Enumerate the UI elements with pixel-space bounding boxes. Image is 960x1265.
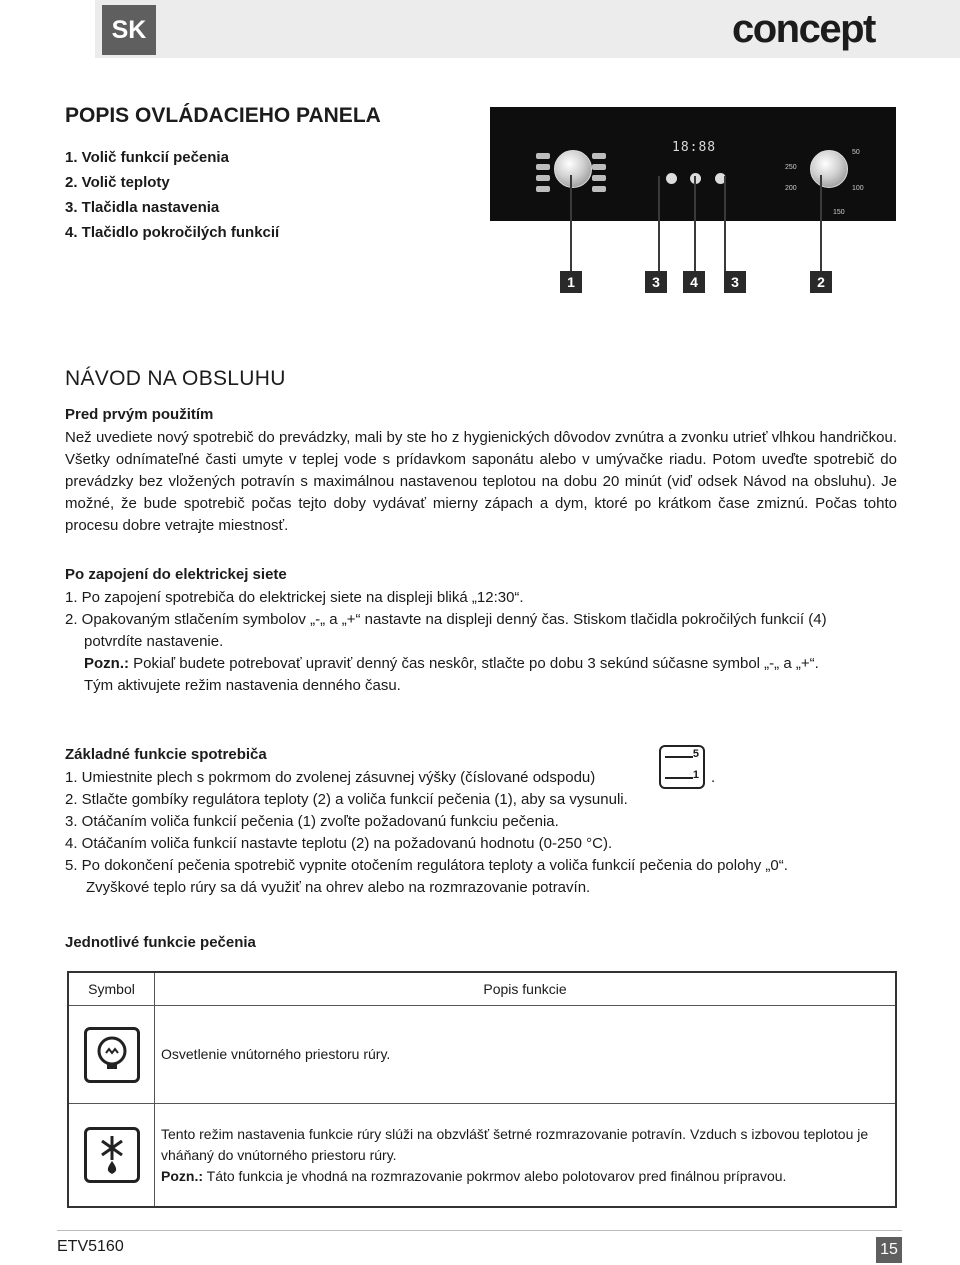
table-row xyxy=(68,1006,896,1104)
function-symbol xyxy=(592,153,606,159)
function-symbol xyxy=(592,164,606,170)
temp-mark: 100 xyxy=(852,185,864,192)
basic-step-1-end: . xyxy=(711,769,716,786)
oven-control-panel-image xyxy=(490,107,896,221)
leader-line xyxy=(820,175,822,271)
basic-functions-title: Základné funkcie spotrebiča xyxy=(65,746,267,763)
leader-line xyxy=(570,175,572,271)
time-note-cont: Tým aktivujete režim nastavenia denného času. xyxy=(84,677,401,694)
control-panel-list xyxy=(65,146,279,246)
table-header-row xyxy=(68,972,896,1006)
shelf-levels-icon xyxy=(659,745,705,789)
basic-step-4: 4. Otáčaním voliča funkcií nastavte teplotu (2) na požadovanú hodnotu (0-250 °C). xyxy=(65,835,613,852)
brand-logo: concept xyxy=(732,7,875,51)
first-use-title: Pred prvým použitím xyxy=(65,406,214,423)
function-symbol xyxy=(536,153,550,159)
symbol-cell xyxy=(68,1104,155,1208)
list-item: 2. Volič teploty xyxy=(65,174,170,191)
temp-mark: 250 xyxy=(785,164,797,171)
shelf-level-bottom: 1 xyxy=(692,769,699,781)
header-symbol: Symbol xyxy=(68,972,155,1006)
model-number: ETV5160 xyxy=(57,1238,124,1255)
connect-step-1: 1. Po zapojení spotrebiča do elektrickej siete na displeji bliká „12:30“. xyxy=(65,589,524,606)
note-label: Pozn.: xyxy=(161,1167,203,1184)
defrost-icon xyxy=(84,1127,140,1183)
temp-mark: 150 xyxy=(833,209,845,216)
symbol-cell xyxy=(68,1006,155,1104)
list-item: 3. Tlačidla nastavenia xyxy=(65,199,220,216)
leader-line xyxy=(694,176,696,271)
basic-step-3: 3. Otáčaním voliča funkcií pečenia (1) zvoľte požadovanú funkciu pečenia. xyxy=(65,813,559,830)
shelf-level-top: 5 xyxy=(692,748,699,760)
temp-mark: 50 xyxy=(852,149,860,156)
function-symbol xyxy=(536,164,550,170)
function-symbol xyxy=(592,186,606,192)
description-cell xyxy=(155,1104,897,1208)
basic-step-2: 2. Stlačte gombíky regulátora teploty (2) a voliča funkcií pečenia (1), aby sa vysunuli. xyxy=(65,791,628,808)
functions-title: Jednotlivé funkcie pečenia xyxy=(65,934,256,951)
basic-step-5: 5. Po dokončení pečenia spotrebič vypnite otočením regulátora teploty a voliča funkcií pečenia do polohy „0“. xyxy=(65,857,788,874)
panel-display: 18:88 xyxy=(672,140,717,155)
note-label: Pozn.: xyxy=(84,655,129,672)
basic-step-1: 1. Umiestnite plech s pokrmom do zvolenej zásuvnej výšky (číslované odspodu) xyxy=(65,769,596,786)
function-selector-knob xyxy=(554,150,592,188)
note-text: Pokiaľ budete potrebovať upraviť denný čas neskôr, stlačte po dobu 3 sekúnd súčasne symbol „-„ a „+“. xyxy=(129,655,819,672)
connect-step-2: 2. Opakovaným stlačením symbolov „-„ a „+“ nastavte na displeji denný čas. Stiskom tlačidla pokročilých funkcií (4) xyxy=(65,611,827,628)
time-note xyxy=(84,653,819,675)
callout-number: 1 xyxy=(560,271,582,293)
functions-table xyxy=(67,971,897,1208)
header-description: Popis funkcie xyxy=(155,972,897,1006)
defrost-description: Tento režim nastavenia funkcie rúry slúži na obzvlášť šetrné rozmrazovanie potravín. Vzduch s izbovou teplotou je vháňaný do vnútorného priestoru rúry. xyxy=(161,1125,869,1163)
table-row xyxy=(68,1104,896,1208)
first-use-text: Než uvediete nový spotrebič do prevádzky, mali by ste ho z hygienických dôvodov zvnútra a zvonku utrieť vlhkou handričkou. Všetky odnímateľné časti umyte v teplej vode s prídavkom saponátu alebo v umývačke riadu. Potom uveďte spotrebič do prevádzky bez vložených potravín s maximálnou nastavenou teplotou na dobu 20 minút (viď odsek Návod na obsluhu). Je možné, že bude spotrebič počas tejto doby vydávať mierny zápach a dym, ktoré po krátkom čase zmiznú. Počas tohto procesu dobre vetrajte miestnosť. xyxy=(65,429,897,534)
shelf-line xyxy=(665,756,693,758)
callout-number: 4 xyxy=(683,271,705,293)
connect-step-2-cont: potvrdíte nastavenie. xyxy=(84,633,224,650)
callout-number: 2 xyxy=(810,271,832,293)
list-item: 4. Tlačidlo pokročilých funkcií xyxy=(65,224,280,241)
basic-step-5-cont: Zvyškové teplo rúry sa dá využiť na ohrev alebo na rozmrazovanie potravín. xyxy=(86,879,591,896)
connect-title: Po zapojení do elektrickej siete xyxy=(65,566,287,583)
lamp-icon xyxy=(84,1027,140,1083)
setting-button xyxy=(666,173,677,184)
function-symbol xyxy=(536,186,550,192)
callout-number: 3 xyxy=(645,271,667,293)
defrost-note xyxy=(161,1166,889,1187)
page-number: 15 xyxy=(876,1237,902,1263)
callout-number: 3 xyxy=(724,271,746,293)
note-text: Táto funkcia je vhodná na rozmrazovanie pokrmov alebo polotovarov pred finálnou prípravou. xyxy=(203,1167,787,1184)
function-symbol xyxy=(592,175,606,181)
language-badge: SK xyxy=(102,5,156,55)
operation-title: NÁVOD NA OBSLUHU xyxy=(65,367,286,390)
temperature-knob xyxy=(810,150,848,188)
leader-line xyxy=(724,176,726,271)
function-symbol xyxy=(536,175,550,181)
list-item: 1. Volič funkcií pečenia xyxy=(65,149,229,166)
footer-divider xyxy=(57,1230,902,1231)
temp-mark: 200 xyxy=(785,185,797,192)
description-cell: Osvetlenie vnútorného priestoru rúry. xyxy=(155,1006,897,1104)
control-panel-title: POPIS OVLÁDACIEHO PANELA xyxy=(65,104,381,127)
shelf-line xyxy=(665,777,693,779)
leader-line xyxy=(658,176,660,271)
